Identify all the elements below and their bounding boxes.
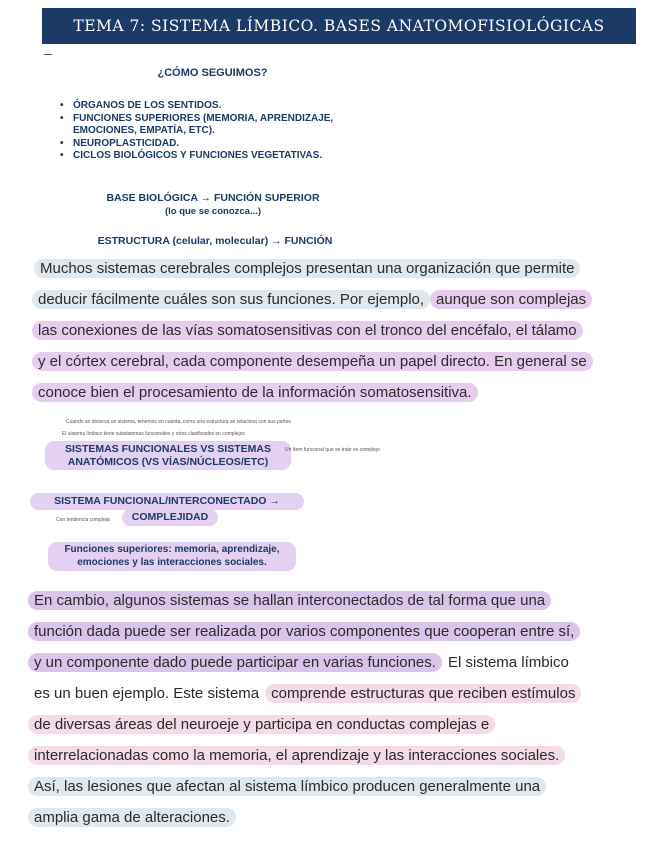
page-title: TEMA 7: SISTEMA LÍMBICO. BASES ANATOMOFISIOLÓGICAS — [73, 17, 605, 35]
list-item — [60, 113, 380, 138]
handwritten-note: Con tendencia compleja — [56, 517, 110, 523]
note-sistemas-funcionales — [45, 441, 291, 470]
base-biologica — [78, 192, 348, 218]
outline-title: ¿CÓMO SEGUIMOS? — [157, 67, 268, 79]
highlight: amplia gama de alteraciones. — [28, 808, 236, 827]
highlight: deducir fácilmente cuáles son sus funciones. Por ejemplo, — [32, 290, 430, 309]
handwritten-note: El sistema límbico tiene subsistemas funcionales y otros clasificados en complejos — [62, 431, 245, 437]
note-line: Funciones superiores: memoria, aprendizaje, — [64, 544, 280, 555]
highlight: función dada puede ser realizada por varios componentes que cooperan entre sí, — [28, 622, 580, 641]
paragraph-line — [32, 384, 478, 401]
note-funciones-superiores — [48, 542, 296, 571]
handwritten-note: Un ítem funcional que se trate es complejo — [285, 447, 380, 453]
list-item: • CICLOS BIOLÓGICOS Y FUNCIONES VEGETATIVAS. — [60, 150, 380, 163]
page-header — [42, 8, 636, 44]
paragraph-line — [28, 623, 580, 640]
paragraph-line — [28, 809, 236, 826]
paragraph-line — [28, 747, 565, 764]
plain-text: El sistema límbico — [447, 654, 569, 671]
list-item-line: FUNCIONES SUPERIORES (MEMORIA, APRENDIZAJE, — [73, 112, 334, 124]
paragraph-line — [28, 592, 551, 609]
paragraph-line — [28, 778, 546, 795]
highlight: conoce bien el procesamiento de la información somatosensitiva. — [32, 383, 478, 402]
paragraph-line — [32, 291, 592, 308]
paragraph-line — [28, 685, 581, 702]
paragraph-line — [28, 716, 495, 733]
note-line: ANATÓMICOS (VS VÍAS/NÚCLEOS/ETC) — [67, 455, 269, 468]
base-line: BASE BIOLÓGICA → FUNCIÓN SUPERIOR — [106, 192, 320, 204]
plain-text: es un buen ejemplo. Este sistema — [34, 685, 260, 702]
highlight: de diversas áreas del neuroeje y participa en conductas complejas e — [28, 715, 495, 734]
highlight: aunque son complejas — [430, 290, 592, 309]
note-line: emociones y las interacciones sociales. — [77, 556, 267, 568]
highlight: y el córtex cerebral, cada componente desempeña un papel directo. En general se — [32, 352, 593, 371]
outline-list — [60, 100, 380, 163]
estructura-funcion: ESTRUCTURA (celular, molecular) → FUNCIÓN — [97, 235, 333, 247]
handwritten-note: Cuando se observa un sistema, tenemos en cuenta, como una estructura se relaciona con sus partes — [66, 419, 291, 425]
note-line: SISTEMAS FUNCIONALES VS SISTEMAS — [65, 443, 271, 455]
paragraph-line — [32, 353, 593, 370]
paragraph-line — [34, 260, 580, 277]
highlight: Muchos sistemas cerebrales complejos presentan una organización que permite — [34, 259, 580, 278]
list-item-line: EMOCIONES, EMPATÍA, ETC). — [73, 125, 215, 136]
highlight: y un componente dado puede participar en varias funciones. — [28, 653, 442, 672]
base-note: (lo que se conozca...) — [164, 206, 262, 217]
list-item: • ÓRGANOS DE LOS SENTIDOS. — [60, 100, 380, 113]
highlight: las conexiones de las vías somatosensitivas con el tronco del encéfalo, el tálamo — [32, 321, 583, 340]
paragraph-line — [32, 322, 583, 339]
note-complejidad: COMPLEJIDAD — [122, 509, 218, 526]
note-interconectado-line: SISTEMA FUNCIONAL/INTERCONECTADO → — [30, 493, 304, 510]
highlight: En cambio, algunos sistemas se hallan interconectados de tal forma que una — [28, 591, 551, 610]
paragraph-line — [28, 654, 575, 671]
highlight: interrelacionadas como la memoria, el aprendizaje y las interacciones sociales. — [28, 746, 565, 765]
highlight: Así, las lesiones que afectan al sistema límbico producen generalmente una — [28, 777, 546, 796]
divider — [44, 54, 52, 55]
list-item: • NEUROPLASTICIDAD. — [60, 138, 380, 151]
highlight: comprende estructuras que reciben estímulos — [265, 684, 581, 703]
